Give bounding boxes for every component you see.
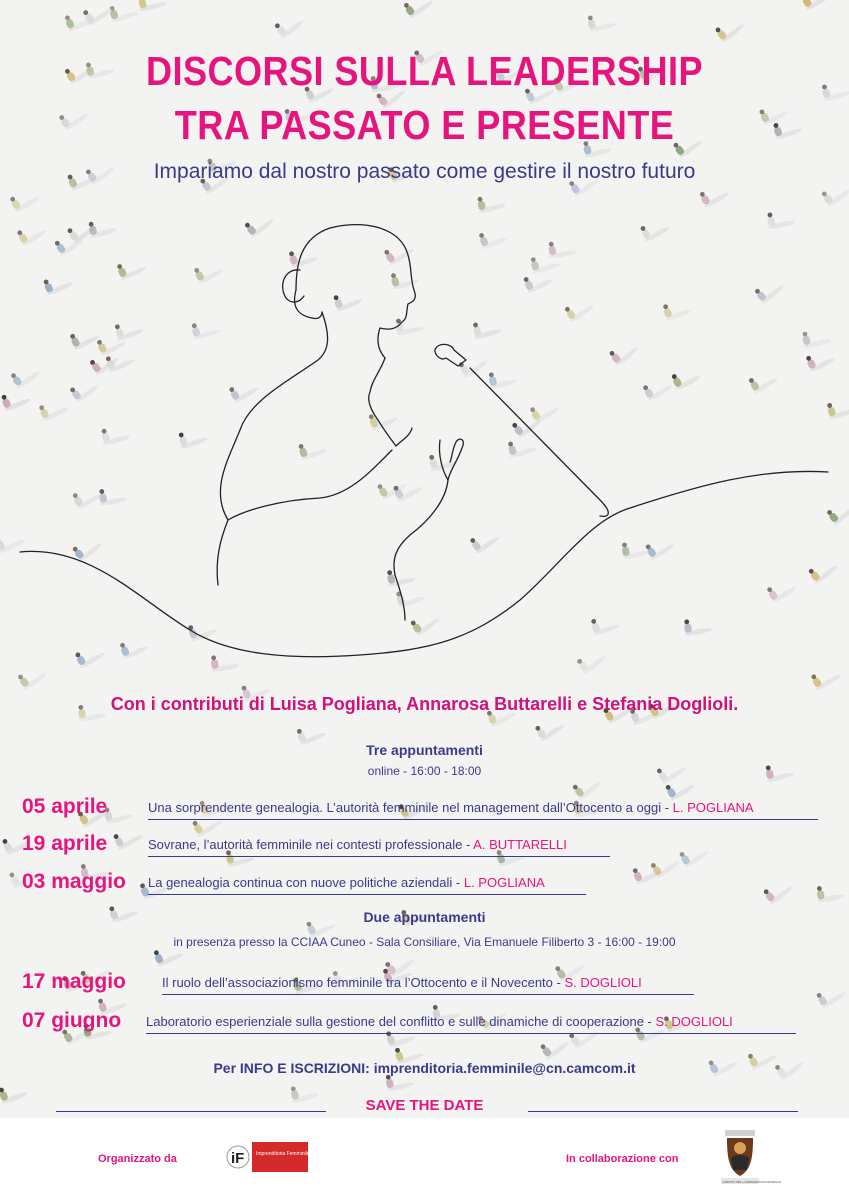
event-date: 05 aprile: [22, 795, 108, 818]
inperson-section-heading: Due appuntamenti: [363, 909, 486, 925]
organized-by-label: Organizzato da: [98, 1153, 177, 1165]
online-section-heading: Tre appuntamenti: [366, 742, 483, 758]
page-subtitle: Impariamo dal nostro passato come gestire il nostro futuro: [153, 160, 696, 183]
microphone-icon: [435, 344, 466, 366]
event-speaker: S. DOGLIOLI: [655, 1014, 733, 1029]
inperson-section-details: in presenza presso la CCIAA Cuneo - Sala Consiliare, Via Emanuele Filiberto 3 - 16:00 - 19:00: [173, 935, 676, 949]
page-title-line2: TRA PASSATO E PRESENTE: [174, 102, 675, 148]
event-row-2: [0, 832, 849, 866]
event-description: Una sorprendente genealogia. L’autorità femminile nel management dall’Ottocento a oggi - L. POGLIANA: [148, 800, 818, 820]
event-speaker: A. BUTTARELLI: [473, 837, 567, 852]
page-title-line1: DISCORSI SULLA LEADERSHIP: [146, 48, 703, 94]
online-section-details: online - 16:00 - 18:00: [367, 764, 482, 778]
event-date: 07 giugno: [22, 1009, 122, 1032]
event-description: Laboratorio esperienziale sulla gestione del conflitto e sulle dinamiche di cooperazione - S. DOGLIOLI: [146, 1014, 796, 1034]
info-contact: Per INFO E ISCRIZIONI: imprenditoria.femminile@cn.camcom.it: [213, 1060, 636, 1076]
event-speaker: L. POGLIANA: [463, 875, 545, 890]
contributors-line: Con i contributi di Luisa Pogliana, Annarosa Buttarelli e Stefania Doglioli.: [110, 694, 739, 714]
event-row-4: [0, 970, 849, 1004]
event-row-5: [0, 1009, 849, 1043]
if-logo: [226, 1138, 330, 1176]
event-row-1: [0, 795, 849, 829]
event-description: La genealogia continua con nuove politiche aziendali - L. POGLIANA: [148, 875, 586, 895]
if-logo-text: iF: [231, 1150, 245, 1167]
seal-caption: COMITATO PER LA IMPRENDITORIA FEMMINILE: [722, 1181, 782, 1184]
collaboration-label: In collaborazione con: [566, 1153, 679, 1165]
divider-right: [528, 1111, 798, 1112]
woman-speaking-line-art: [0, 200, 849, 680]
event-speaker: L. POGLIANA: [672, 800, 754, 815]
event-description: Sovrane, l’autorità femminile nei contesti professionale - A. BUTTARELLI: [148, 837, 610, 857]
event-row-3: [0, 870, 849, 904]
if-logo-caption: Imprenditoria Femminile CUNEO: [256, 1151, 330, 1157]
event-date: 19 aprile: [22, 832, 108, 855]
save-the-date: SAVE THE DATE: [365, 1097, 484, 1114]
event-date: 03 maggio: [22, 870, 126, 893]
event-date: 17 maggio: [22, 970, 126, 993]
seal-logo: [717, 1128, 782, 1186]
event-description: Il ruolo dell’associazionismo femminile tra l’Ottocento e il Novecento - S. DOGLIOLI: [162, 975, 694, 995]
event-speaker: S. DOGLIOLI: [564, 975, 642, 990]
